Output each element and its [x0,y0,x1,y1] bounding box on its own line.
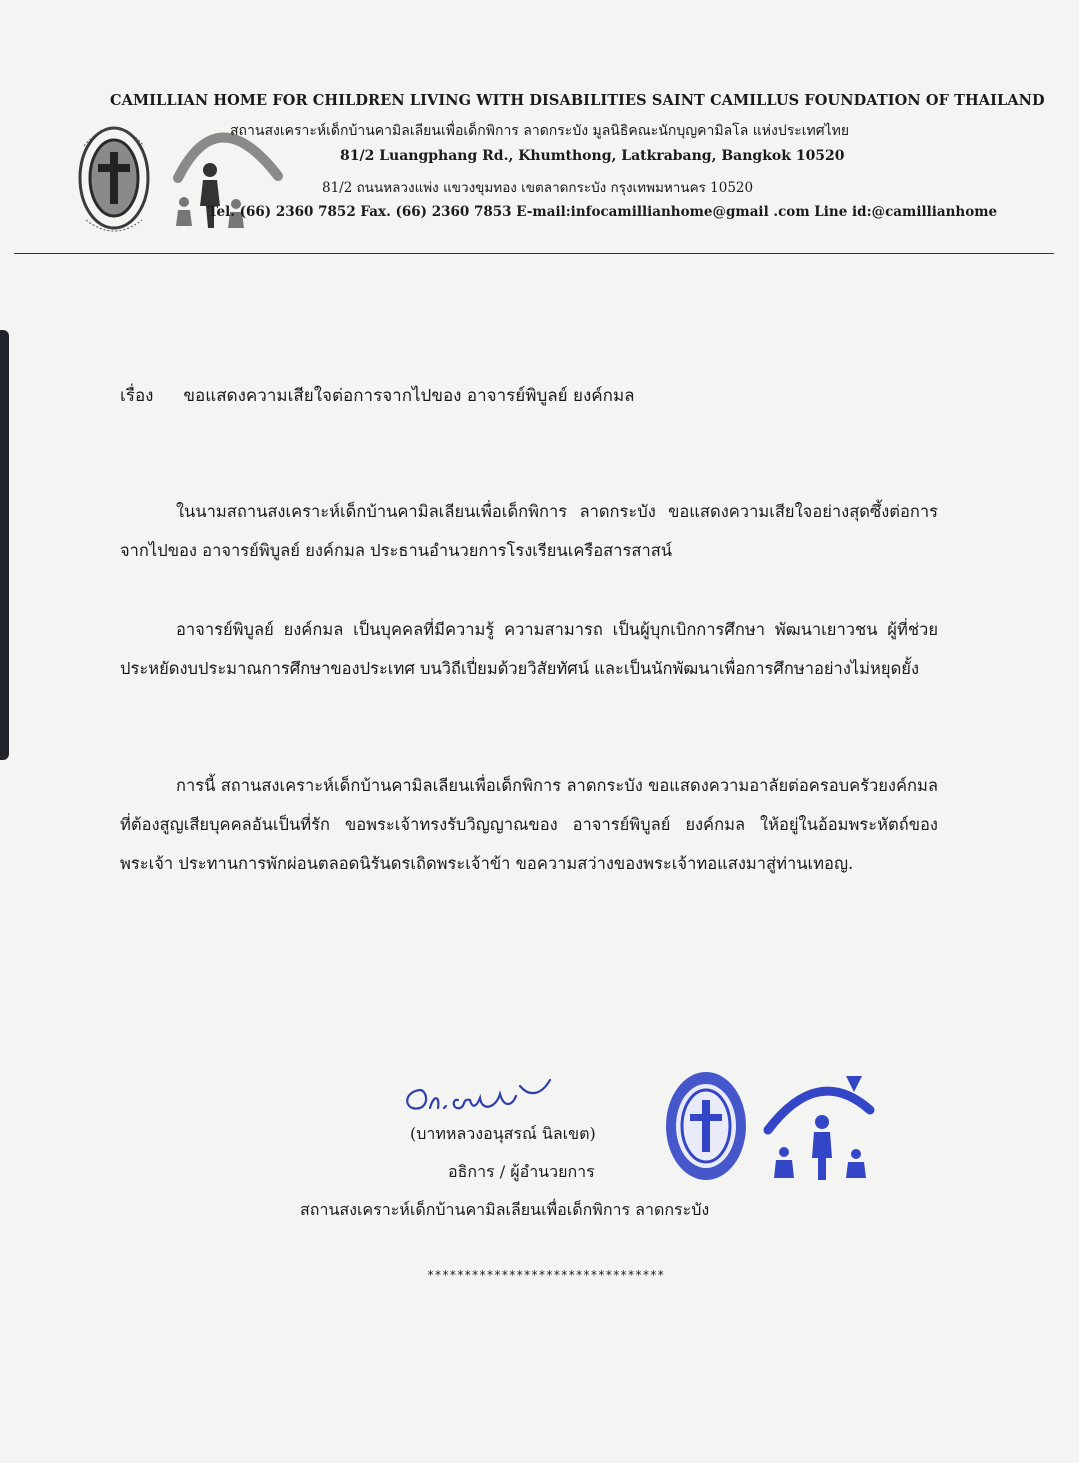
handwritten-signature [400,1068,580,1118]
subject-label: เรื่อง [120,386,154,406]
signer-title: อธิการ / ผู้อำนวยการ [448,1162,595,1181]
letterhead [60,86,1045,256]
letterhead-divider [14,253,1054,254]
address-english: 81/2 Luangphang Rd., Khumthong, Latkrabang, Bangkok 10520 [340,148,845,164]
signer-name: (บาทหลวงอนุสรณ์ นิลเขต) [410,1124,596,1143]
contact-line: Tel. (66) 2360 7852 Fax. (66) 2360 7853 E-mail:infocamillianhome@gmail .com Line id:@camillianhome [208,204,998,220]
subject-text: ขอแสดงความเสียใจต่อการจากไปของ อาจารย์พิบูลย์ ยงค์กมล [183,386,635,406]
paragraph-1 [120,492,938,570]
org-name-english: CAMILLIAN HOME FOR CHILDREN LIVING WITH DISABILITIES SAINT CAMILLUS FOUNDATION OF THAILAND [110,92,1045,109]
paragraph-text: ในนามสถานสงเคราะห์เด็กบ้านคามิลเลียนเพื่อเด็กพิการ ลาดกระบัง ขอแสดงความเสียใจอย่างสุดซึ้งต่อการจากไปของ อาจารย์พิบูลย์ ยงค์กมล ประธานอำนวยการโรงเรียนเครือสารสาสน์ [120,502,938,560]
address-thai: 81/2 ถนนหลวงแพ่ง แขวงขุมทอง เขตลาดกระบัง กรุงเทพมหานคร 10520 [322,180,754,196]
foundation-seal-logo [68,116,160,246]
paragraph-text: อาจารย์พิบูลย์ ยงค์กมล เป็นบุคคลที่มีความรู้ ความสามารถ เป็นผู้บุกเบิกการศึกษา พัฒนาเยาวชน ผู้ที่ช่วยประหยัดงบประมาณการศึกษาของประเทศ บนวิถีเปี่ยมด้วยวิสัยทัศน์ และเป็นนักพัฒนาเพื่อการศึกษาอย่างไม่หยุดยั้ง [120,620,938,678]
paragraph-3 [120,766,938,883]
subject-line [120,382,635,409]
paragraph-2 [120,610,938,688]
blue-family-stamp [758,1070,886,1186]
closing-asterisk-line: ******************************** [427,1268,665,1282]
blue-seal-stamp [662,1068,750,1186]
scan-edge-shadow [0,330,9,760]
signer-organization: สถานสงเคราะห์เด็กบ้านคามิลเลียนเพื่อเด็กพิการ ลาดกระบัง [300,1200,710,1219]
paragraph-text: การนี้ สถานสงเคราะห์เด็กบ้านคามิลเลียนเพื่อเด็กพิการ ลาดกระบัง ขอแสดงความอาลัยต่อครอบครัวยงค์กมล ที่ต้องสูญเสียบุคคลอันเป็นที่รัก ขอพระเจ้าทรงรับวิญญาณของ อาจารย์พิบูลย์ ยงค์กมล ให้อยู่ในอ้อมพระหัตถ์ของพระเจ้า ประทานการพักผ่อนตลอดนิรันดรเถิดพระเจ้าข้า ขอความสว่างของพระเจ้าทอแสงมาสู่ท่านเทอญ. [120,776,938,873]
org-name-thai: สถานสงเคราะห์เด็กบ้านคามิลเลียนเพื่อเด็กพิการ ลาดกระบัง มูลนิธิคณะนักบุญคามิลโล แห่งประเทศไทย [230,123,850,139]
